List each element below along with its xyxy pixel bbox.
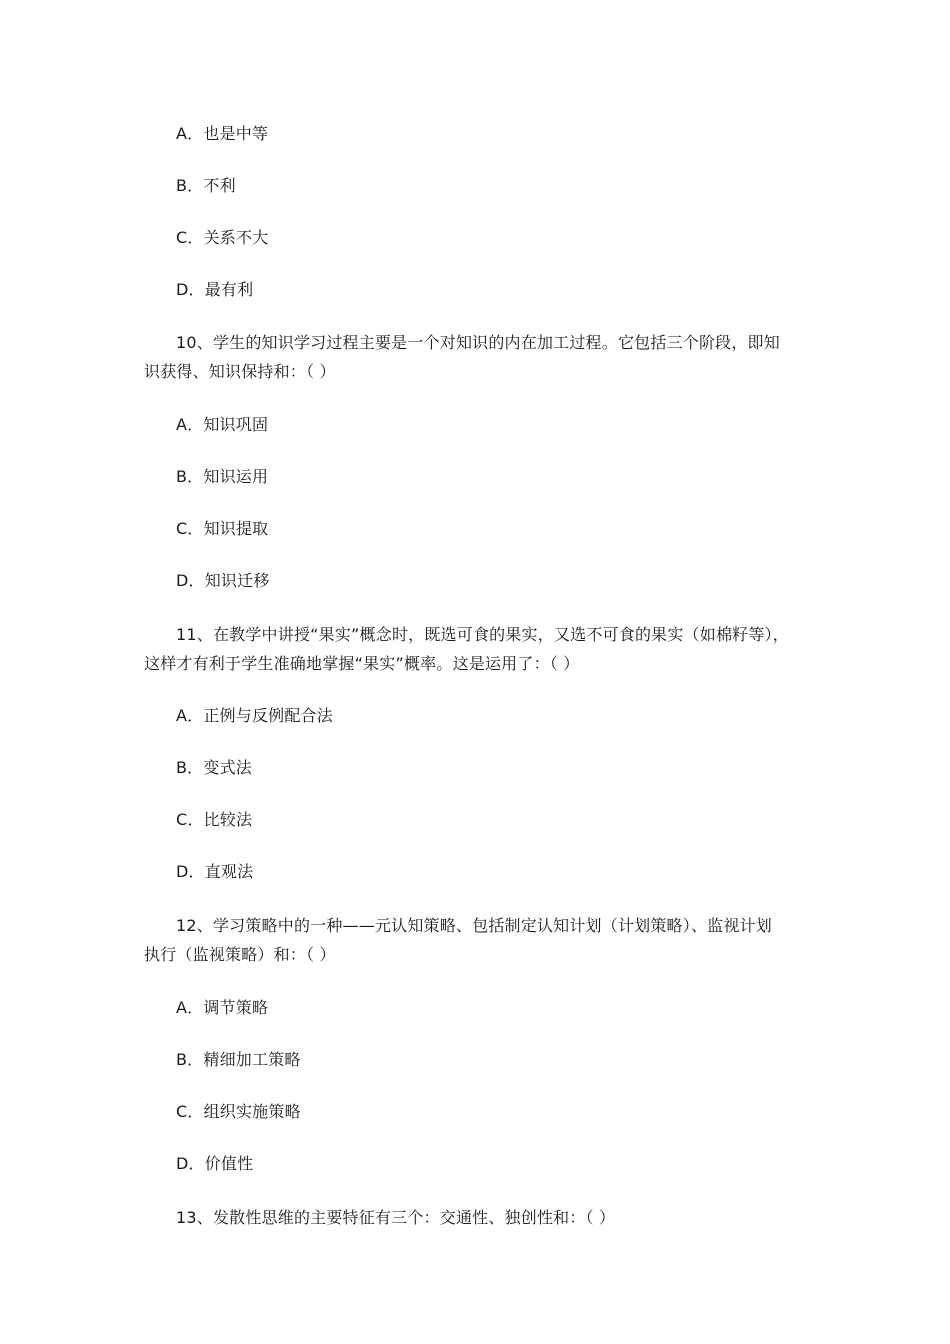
q11-stem-line1: 11、在教学中讲授“果实”概念时，既选可食的果实，又选不可食的果实（如棉籽等）， [176, 625, 789, 644]
q12-option-c: C．组织实施策略 [176, 1102, 301, 1121]
q10-stem-line2: 识获得、知识保持和：（ ） [144, 362, 336, 381]
q11-stem-line2: 这样才有利于学生准确地掌握“果实”概率。这是运用了：（ ） [144, 654, 580, 673]
q9-option-d: D．最有利 [176, 280, 254, 299]
q10-option-c: C．知识提取 [176, 519, 269, 538]
q12-option-b: B．精细加工策略 [176, 1050, 301, 1069]
q9-option-b: B．不利 [176, 176, 236, 195]
q10-option-b: B．知识运用 [176, 467, 269, 486]
q11-option-d: D．直观法 [176, 862, 254, 881]
q13-stem-line1: 13、发散性思维的主要特征有三个：交通性、独创性和：（ ） [176, 1208, 616, 1227]
q11-option-b: B．变式法 [176, 758, 252, 777]
q11-option-c: C．比较法 [176, 810, 253, 829]
q10-option-d: D．知识迁移 [176, 571, 270, 590]
q11-option-a: A．正例与反例配合法 [176, 706, 333, 725]
q12-stem-line1: 12、学习策略中的一种——元认知策略、包括制定认知计划（计划策略）、监视计划 [176, 916, 772, 935]
q9-option-a: A．也是中等 [176, 124, 269, 143]
q9-option-c: C．关系不大 [176, 228, 269, 247]
q10-option-a: A．知识巩固 [176, 415, 269, 434]
q12-option-a: A．调节策略 [176, 998, 269, 1017]
q12-stem-line2: 执行（监视策略）和：（ ） [144, 945, 336, 964]
q12-option-d: D．价值性 [176, 1154, 254, 1173]
q10-stem-line1: 10、学生的知识学习过程主要是一个对知识的内在加工过程。它包括三个阶段，即知 [176, 333, 780, 352]
